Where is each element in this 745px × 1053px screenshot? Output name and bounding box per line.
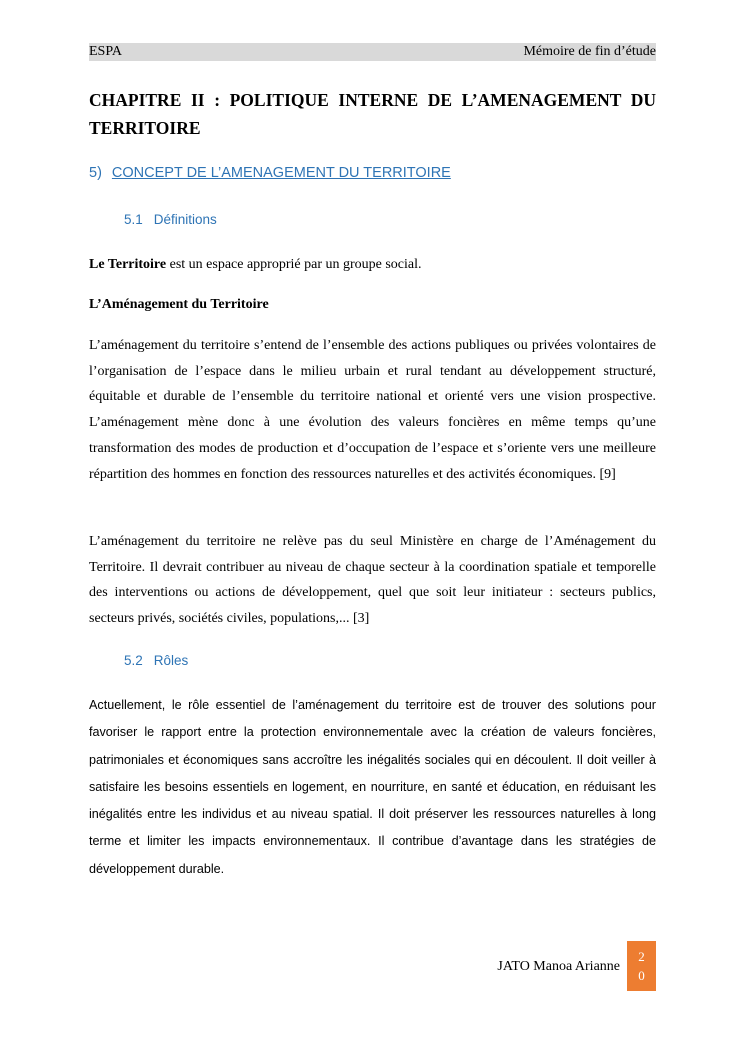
page-number-box bbox=[627, 941, 656, 991]
subsection-heading-definitions bbox=[124, 211, 217, 229]
subsection-number: 5.1 bbox=[124, 212, 143, 227]
header-left: ESPA bbox=[89, 44, 122, 59]
paragraph-2: L’aménagement du territoire ne relève pas du seul Ministère en charge de l’Aménagement du Territoire. Il devrait contribuer au niveau de chaque secteur à la coordination spatiale et temporelle des interventions ou actions de développement, quel que soit leur initiateur : secteurs publics, secteurs privés, sociétés civiles, populations,... [3] bbox=[89, 534, 656, 627]
amenagement-heading-text: L’Aménagement du Territoire bbox=[89, 297, 269, 312]
chapter-title: CHAPITRE II : POLITIQUE INTERNE DE L’AMENAGEMENT DU TERRITOIRE bbox=[89, 90, 656, 138]
definition-text: est un espace approprié par un groupe social. bbox=[166, 257, 422, 272]
header-right: Mémoire de fin d’étude bbox=[523, 44, 656, 59]
subsection-title: Rôles bbox=[153, 653, 189, 668]
page-header bbox=[89, 43, 656, 61]
section-number: 5) bbox=[89, 165, 102, 181]
paragraph-3: Actuellement, le rôle essentiel de l’aménagement du territoire est de trouver des solutions pour favoriser le rapport entre la protection environnementale avec la création de valeurs foncières, patrimoniales et économiques sans accroître les inégalités sociales qui en découlent. Il doit veiller à satisfaire les besoins essentiels en logement, en nourriture, en santé et éducation, en réduisant les inégalités entre les individus et au niveau spatial. Il doit préserver les ressources naturelles à long terme et limiter les impacts environnementaux. Il contribue d’avantage dans les stratégies de développement durable. bbox=[89, 698, 656, 876]
page-number-digit: 2 bbox=[638, 949, 645, 964]
definition-paragraph bbox=[89, 252, 656, 278]
subsection-heading-roles bbox=[124, 652, 188, 670]
subsection-number: 5.2 bbox=[124, 653, 143, 668]
amenagement-heading bbox=[89, 292, 656, 318]
footer-author: JATO Manoa Arianne bbox=[497, 959, 620, 974]
definition-term: Le Territoire bbox=[89, 257, 167, 272]
paragraph-1: L’aménagement du territoire s’entend de l’ensemble des actions publiques ou privées volontaires de l’organisation de l’espace dans le milieu urbain et rural tendant au développement structuré, équitable et durable de l’ensemble du territoire national et orienté vers une vision prospective. L’aménagement mène donc à une évolution des valeurs foncières en même temps qu’une transformation des modes de production et d’occupation de l’espace et s’oriente vers une meilleure répartition des hommes en fonction des ressources naturelles et des activités économiques. [9] bbox=[89, 338, 656, 482]
section-title: CONCEPT DE L’AMENAGEMENT DU TERRITOIRE bbox=[111, 165, 451, 181]
page-number-digit: 0 bbox=[638, 968, 645, 983]
subsection-title: Définitions bbox=[153, 212, 217, 227]
section-heading bbox=[89, 163, 451, 183]
